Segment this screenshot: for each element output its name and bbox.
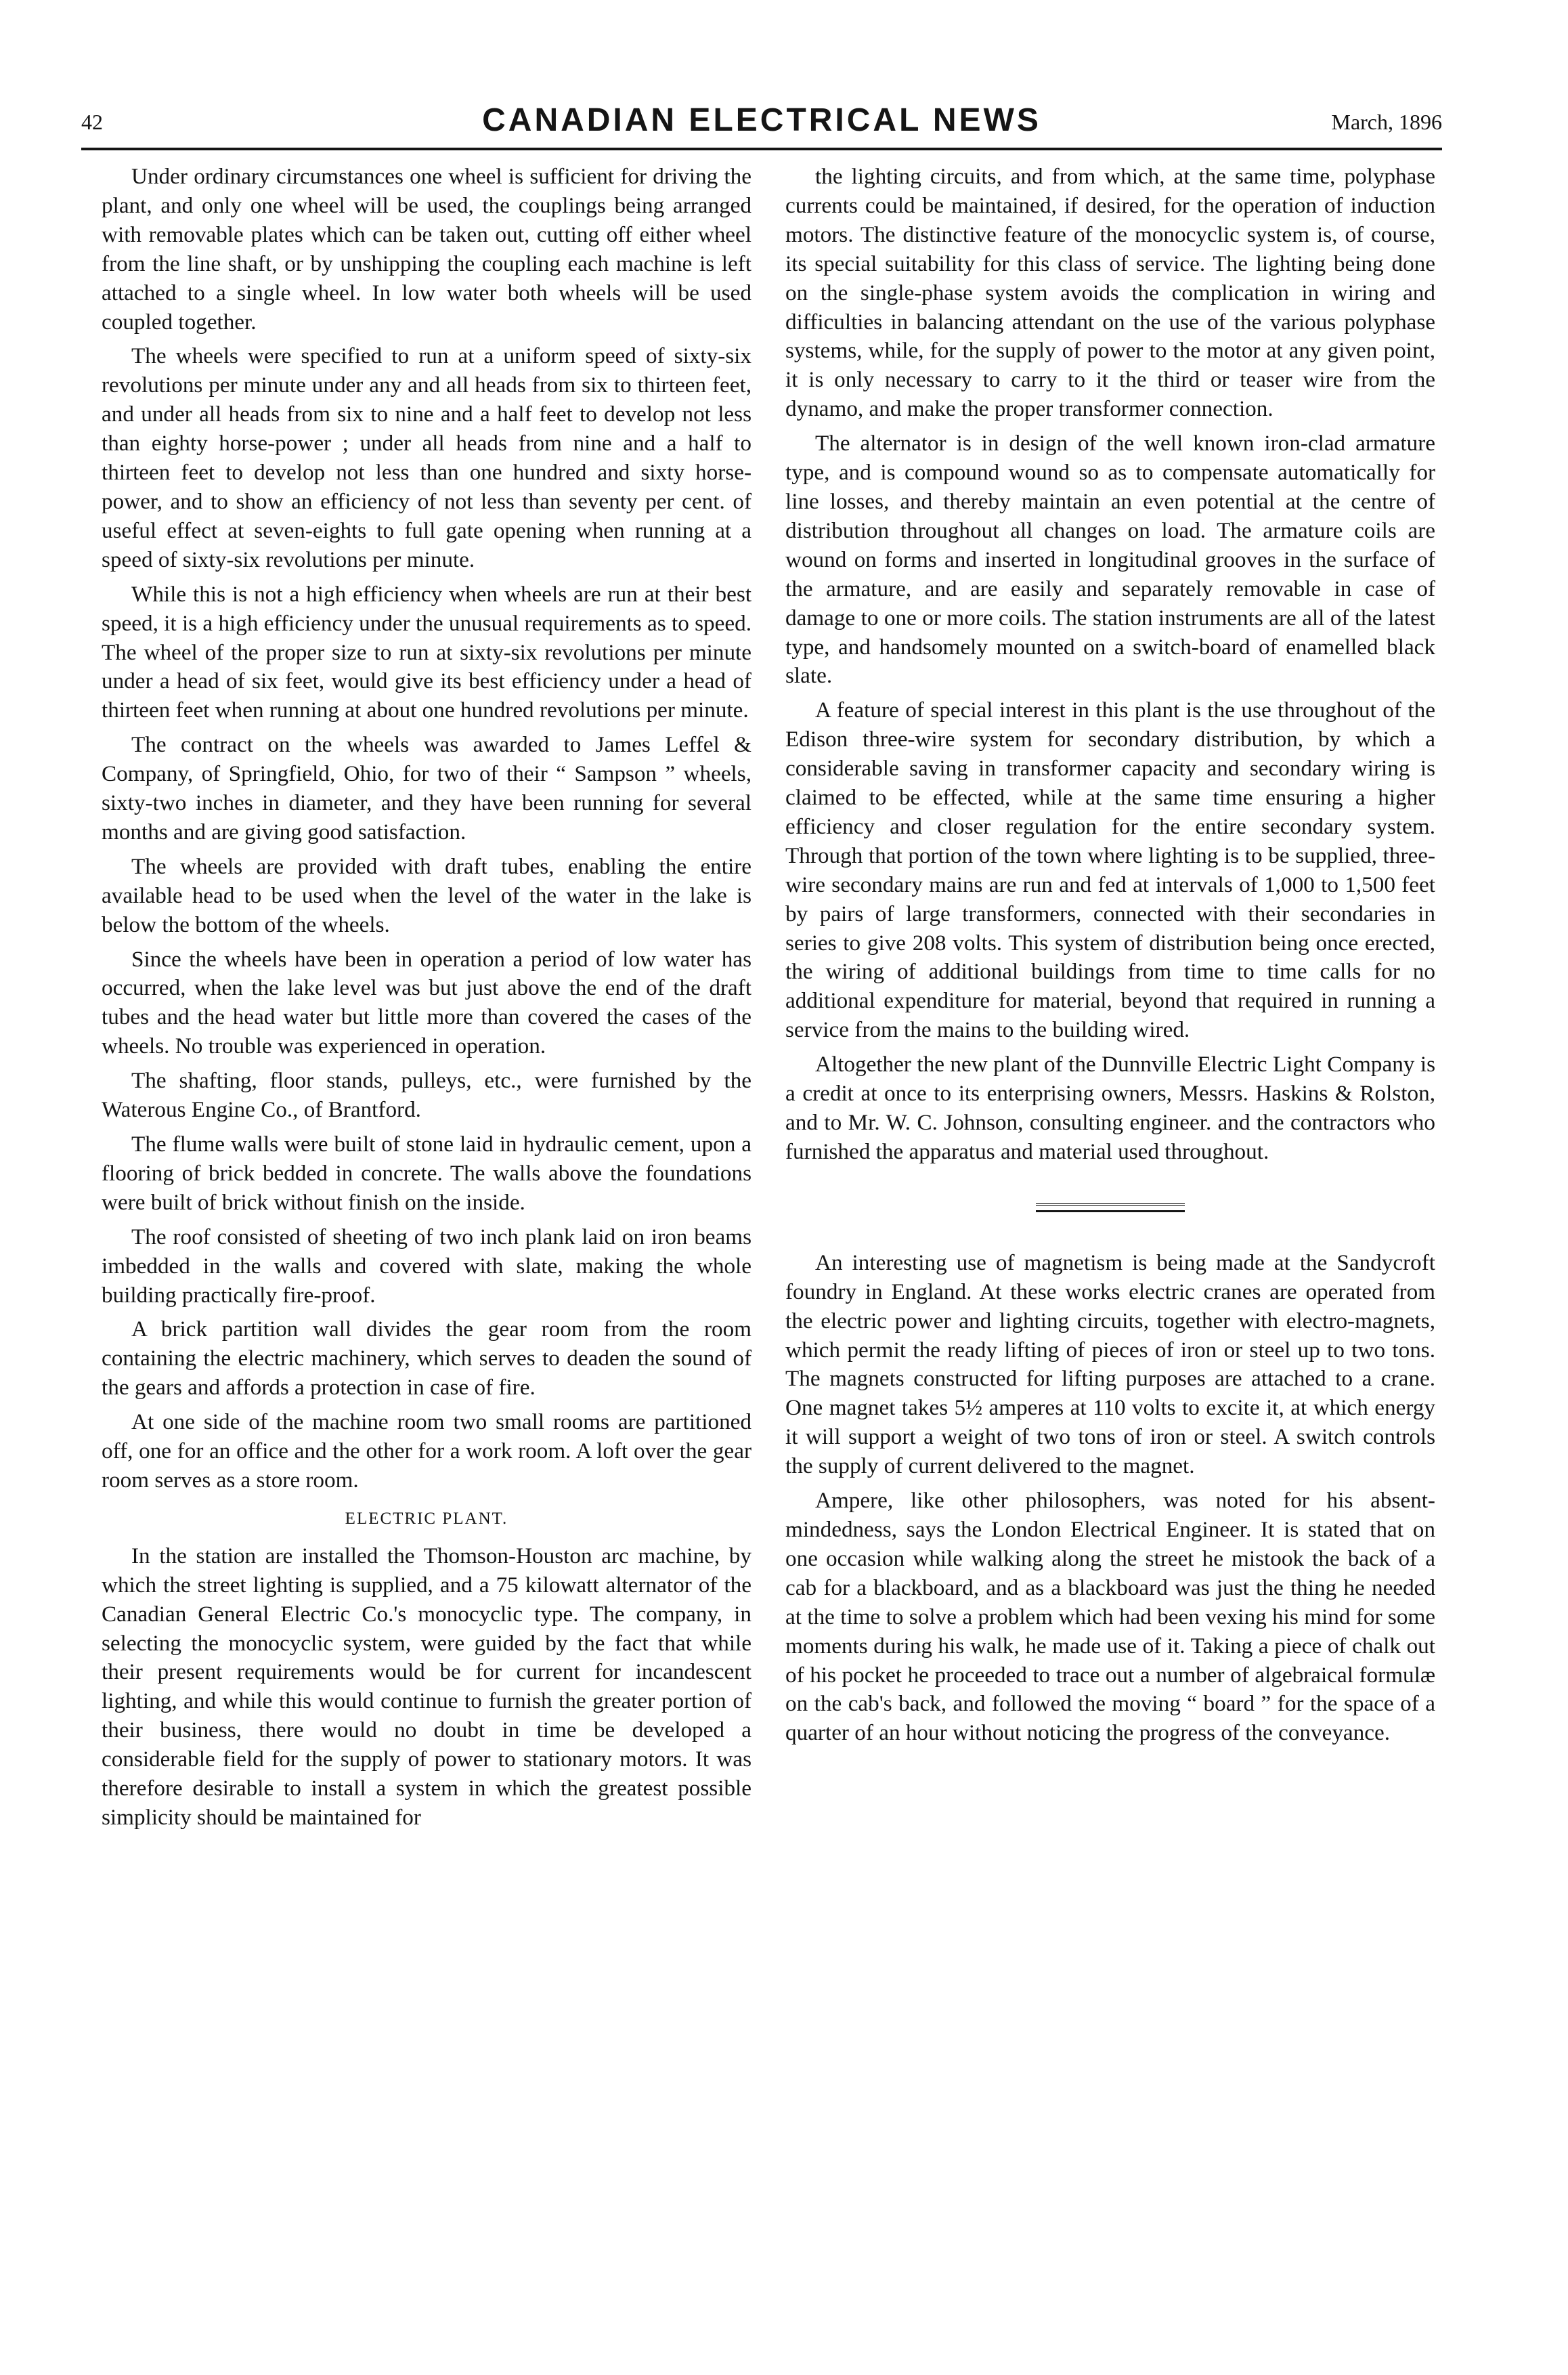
masthead-title: CANADIAN ELECTRICAL NEWS [482, 102, 1041, 138]
page-number: 42 [81, 110, 103, 134]
paragraph: A brick partition wall divides the gear room from the room containing the electric machinery, which serves to deaden the sound of the gears and affords a protection in case of fire. [102, 1317, 752, 1400]
paragraph: Since the wheels have been in operation a period of low water has occurred, when the lake level was but just above the end of the draft tubes and the head water but little more than covered the cases of the wheels. No trouble was experienced in operation. [102, 946, 752, 1059]
paragraph: While this is not a high efficiency when wheels are run at their best speed, it is a high efficiency under the unusual requirements as to speed. The wheel of the proper size to run at sixty-six revolutions per minute under a head of six feet, would give its best efficiency under a head of thirteen feet when running at about one hundred revolutions per minute. [102, 581, 752, 723]
paragraph: The roof consisted of sheeting of two inch plank laid on iron beams imbedded in the walls and covered with slate, making the whole building practically fire-proof. [102, 1224, 752, 1308]
paragraph: A feature of special interest in this plant is the use throughout of the Edison three-wire system for secondary distribution, by which a considerable saving in transformer capacity and secondary wiring is claimed to be effected, while at the same time ensuring a higher efficiency and closer regulation for the entire secondary system. Through that portion of the town where lighting is to be supplied, three-wire secondary mains are run and fed at intervals of 1,000 to 1,500 feet by pairs of large transformers, connected with their secondaries in series to give 208 volts. This system of distribution being once erected, the wiring of additional buildings from time to time calls for no additional expenditure for material, beyond that required in running a service from the mains to the building wired. [785, 698, 1435, 1043]
paragraph: The shafting, floor stands, pulleys, etc., were furnished by the Waterous Engine Co., of Brantford. [102, 1068, 752, 1123]
header-rule [81, 148, 1442, 150]
paragraph: An interesting use of magnetism is being made at the Sandycroft foundry in England. At these works electric cranes are operated from the electric power and lighting circuits, together with electro-magnets, which permit the ready lifting of pieces of iron or steel up to two tons. The magnets constructed for lifting purposes are attached to a crane. One magnet takes 5½ amperes at 110 volts to excite it, at which energy it will support a weight of two tons of iron or steel. A switch controls the supply of current delivered to the magnet. [785, 1249, 1435, 1479]
issue-date: March, 1896 [1331, 110, 1442, 134]
paragraph: The wheels are provided with draft tubes, enabling the entire available head to be used when the level of the water in the lake is below the bottom of the wheels. [102, 853, 752, 937]
paragraph: The contract on the wheels was awarded to James Leffel & Company, of Springfield, Ohio, for two of their “ Sampson ” wheels, sixty-two inches in diameter, and they have been running for several months and are giving good satisfaction. [102, 732, 752, 844]
paragraph: Altogether the new plant of the Dunnville Electric Light Company is a credit at once to its enterprising owners, Messrs. Haskins & Rolston, and to Mr. W. C. Johnson, consulting engineer. and the contractors who furnished the apparatus and material used throughout. [785, 1052, 1435, 1164]
right-column [785, 163, 1435, 1753]
section-subheading: ELECTRIC PLANT. [345, 1509, 508, 1528]
paragraph: The wheels were specified to run at a uniform speed of sixty-six revolutions per minute under any and all heads from six to thirteen feet, and under all heads from six to nine and a half feet to develop not less than eighty horse-power ; under all heads from nine and a half to thirteen feet to develop not less than one hundred and sixty horse-power, and to show an efficiency of not less than seventy per cent. of useful effect at seven-eights to full gate opening when running at a speed of sixty-six revolutions per minute. [102, 343, 752, 572]
paragraph: Under ordinary circumstances one wheel is sufficient for driving the plant, and only one wheel will be used, the couplings being arranged with removable plates which can be taken out, cutting off either wheel from the line shaft, or by unshipping the coupling each machine is left attached to a single wheel. In low water both wheels will be used coupled together. [102, 164, 752, 335]
left-column [102, 163, 752, 1838]
page-header [81, 102, 1442, 145]
section-divider [1036, 1203, 1185, 1212]
paragraph: the lighting circuits, and from which, at the same time, polyphase currents could be maintained, if desired, for the operation of induction motors. The distinctive feature of the monocyclic system is, of course, its special suitability for this class of service. The lighting being done on the single-phase system avoids the complication in wiring and difficulties in balancing attendant on the use of the various polyphase systems, while, for the supply of power to the motor at any given point, it is only necessary to carry to it the third or teaser wire from the dynamo, and make the proper transformer connection. [785, 164, 1435, 422]
paragraph: At one side of the machine room two small rooms are partitioned off, one for an office and the other for a work room. A loft over the gear room serves as a store room. [102, 1409, 752, 1493]
paragraph: Ampere, like other philosophers, was noted for his absent-mindedness, says the London Electrical Engineer. It is stated that on one occasion while walking along the street he mistook the back of a cab for a blackboard, and as a blackboard was just the thing he needed at the time to solve a problem which had been vexing his mind for some moments during his walk, he made use of it. Taking a piece of chalk out of his pocket he proceeded to trace out a number of algebraical formulæ on the cab's back, and followed the moving “ board ” for the space of a quarter of an hour without noticing the progress of the conveyance. [785, 1488, 1435, 1746]
paragraph: The flume walls were built of stone laid in hydraulic cement, upon a flooring of brick bedded in concrete. The walls above the foundations were built of brick without finish on the inside. [102, 1132, 752, 1215]
paragraph: In the station are installed the Thomson-Houston arc machine, by which the street lighting is supplied, and a 75 kilowatt alternator of the Canadian General Electric Co.'s monocyclic type. The company, in selecting the monocyclic system, were guided by the fact that while their present requirements would be for current for incandescent lighting, and while this would continue to furnish the greater portion of their business, there would no doubt in time be developed a considerable field for the supply of power to stationary motors. It was therefore desirable to install a system in which the greatest possible simplicity should be maintained for [102, 1543, 752, 1830]
paragraph: The alternator is in design of the well known iron-clad armature type, and is compound wound so as to compensate automatically for line losses, and thereby maintain an even potential at the centre of distribution throughout all changes on load. The armature coils are wound on forms and inserted in longitudinal grooves in the surface of the armature, and are easily and separately removable in case of damage to one or more coils. The station instruments are all of the latest type, and handsomely mounted on a switch-board of enamelled black slate. [785, 431, 1435, 689]
